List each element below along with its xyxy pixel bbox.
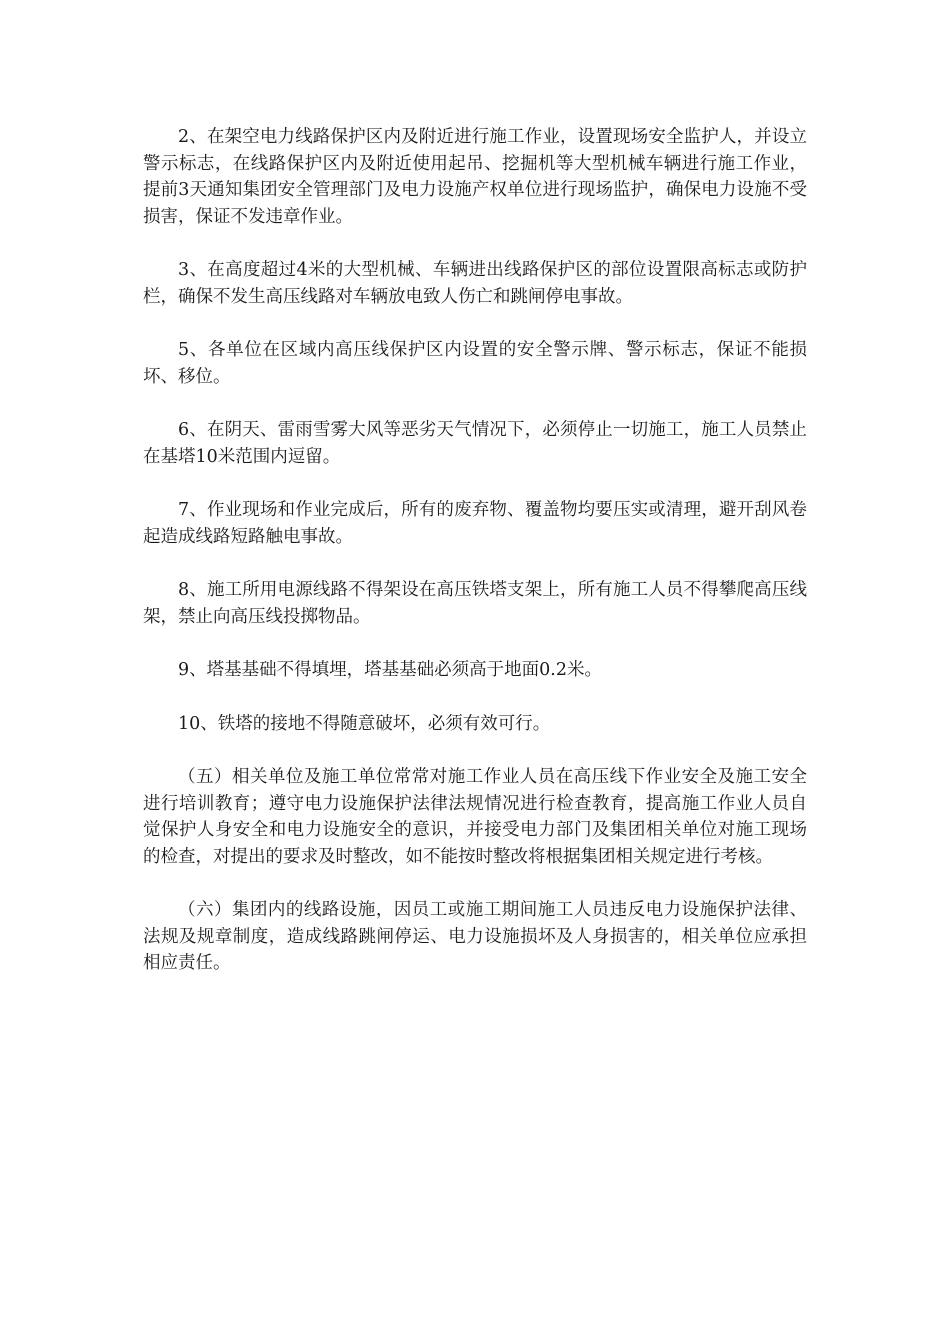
paragraph-item-3: 3、在高度超过4米的大型机械、车辆进出线路保护区的部位设置限高标志或防护栏，确保不发生高压线路对车辆放电致人伤亡和跳闸停电事故。: [143, 260, 807, 307]
paragraph-section-6: （六）集团内的线路设施，因员工或施工期间施工人员违反电力设施保护法律、法规及规章制度，造成线路跳闸停运、电力设施损坏及人身损害的，相关单位应承担相应责任。: [143, 900, 807, 973]
document-body: [143, 124, 807, 1004]
paragraph-item-10: 10、铁塔的接地不得随意破坏，必须有效可行。: [178, 713, 551, 734]
paragraph-item-8: 8、施工所用电源线路不得架设在高压铁塔支架上，所有施工人员不得攀爬高压线架，禁止向高压线投掷物品。: [143, 580, 807, 627]
paragraph-item-9: 9、塔基基础不得填埋，塔基基础必须高于地面0.2米。: [178, 660, 602, 680]
paragraph-section-5: （五）相关单位及施工单位常常对施工作业人员在高压线下作业安全及施工安全进行培训教育；遵守电力设施保护法律法规情况进行检查教育，提高施工作业人员自觉保护人身安全和电力设施安全的意识，并接受电力部门及集团相关单位对施工现场的检查，对提出的要求及时整改，如不能按时整改将根据集团相关规定进行考核。: [143, 767, 807, 867]
paragraph-item-7: 7、作业现场和作业完成后，所有的废弃物、覆盖物均要压实或清理，避开刮风卷起造成线路短路触电事故。: [143, 500, 807, 547]
paragraph-item-5: 5、各单位在区域内高压线保护区内设置的安全警示牌、警示标志，保证不能损坏、移位。: [143, 340, 807, 387]
paragraph-item-6: 6、在阴天、雷雨雪雾大风等恶劣天气情况下，必须停止一切施工，施工人员禁止在基塔10米范围内逗留。: [143, 420, 807, 467]
paragraph-item-2: 2、在架空电力线路保护区内及附近进行施工作业，设置现场安全监护人，并设立警示标志，在线路保护区内及附近使用起吊、挖掘机等大型机械车辆进行施工作业，提前3天通知集团安全管理部门及电力设施产权单位进行现场监护，确保电力设施不受损害，保证不发违章作业。: [143, 127, 807, 227]
